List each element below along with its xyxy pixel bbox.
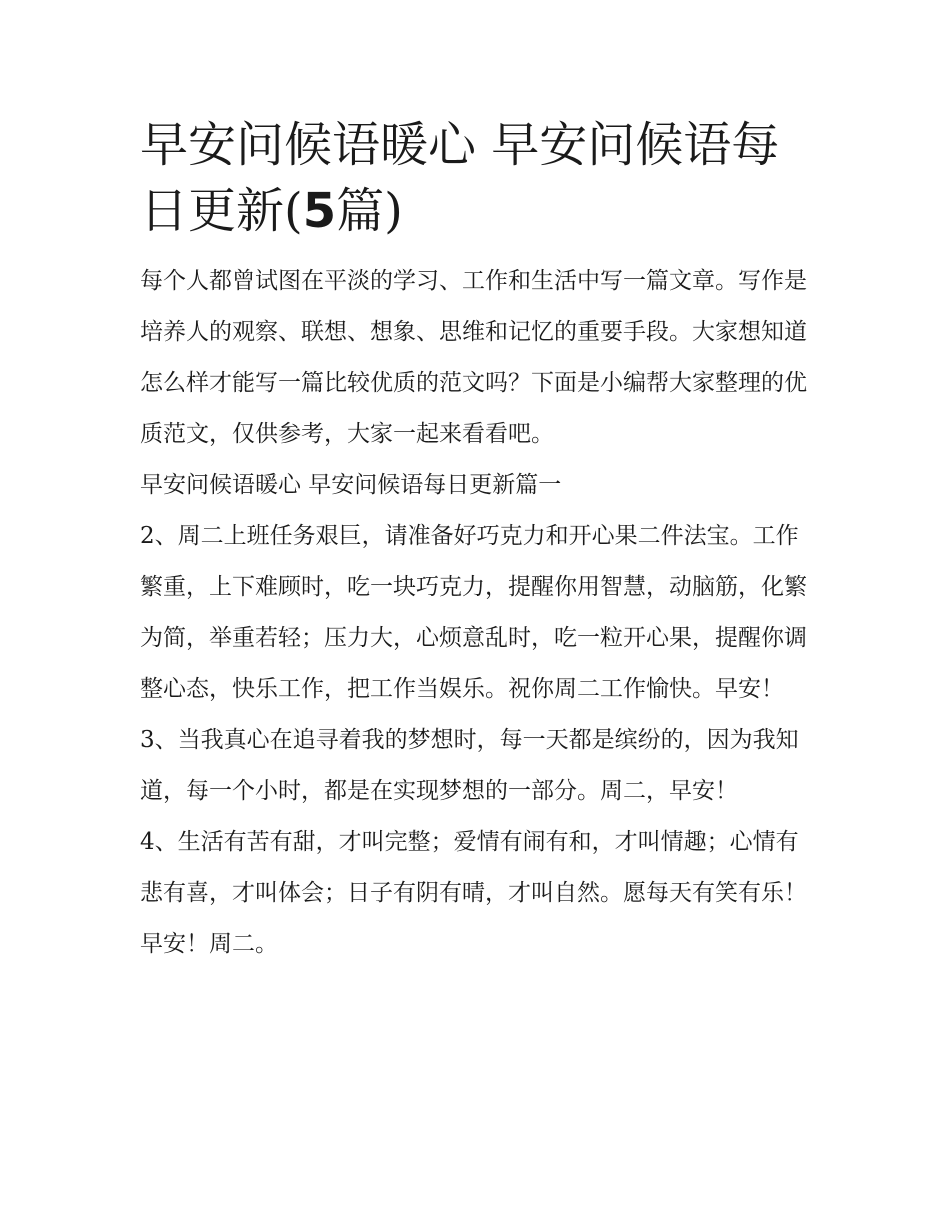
list-item: 4、生活有苦有甜，才叫完整；爱情有闹有和，才叫情趣；心情有悲有喜，才叫体会；日子有阴有晴，才叫自然。愿每天有笑有乐！早安！周二。 [140,829,807,957]
document-page [140,112,815,970]
list-item: 2、周二上班任务艰巨，请准备好巧克力和开心果二件法宝。工作繁重，上下难顾时，吃一块巧克力，提醒你用智慧，动脑筋，化繁为简，举重若轻；压力大，心烦意乱时，吃一粒开心果，提醒你调整心态，快乐工作，把工作当娱乐。祝你周二工作愉快。早安！ [140,523,807,702]
intro-paragraph: 每个人都曾试图在平淡的学习、工作和生活中写一篇文章。写作是培养人的观察、联想、想象、思维和记忆的重要手段。大家想知道怎么样才能写一篇比较优质的范文吗？下面是小编帮大家整理的优质范文，仅供参考，大家一起来看看吧。 [140,268,807,447]
title-text-main: 早安问候语暖心 早安问候语每日更新( [140,117,780,239]
title-count: 5 [302,183,337,239]
title-text-end: 篇) [336,183,403,239]
list-item: 3、当我真心在追寻着我的梦想时，每一天都是缤纷的，因为我知道，每一个小时，都是在实现梦想的一部分。周二，早安！ [140,727,799,804]
document-title [140,112,815,244]
section-heading: 早安问候语暖心 早安问候语每日更新篇一 [140,472,562,498]
